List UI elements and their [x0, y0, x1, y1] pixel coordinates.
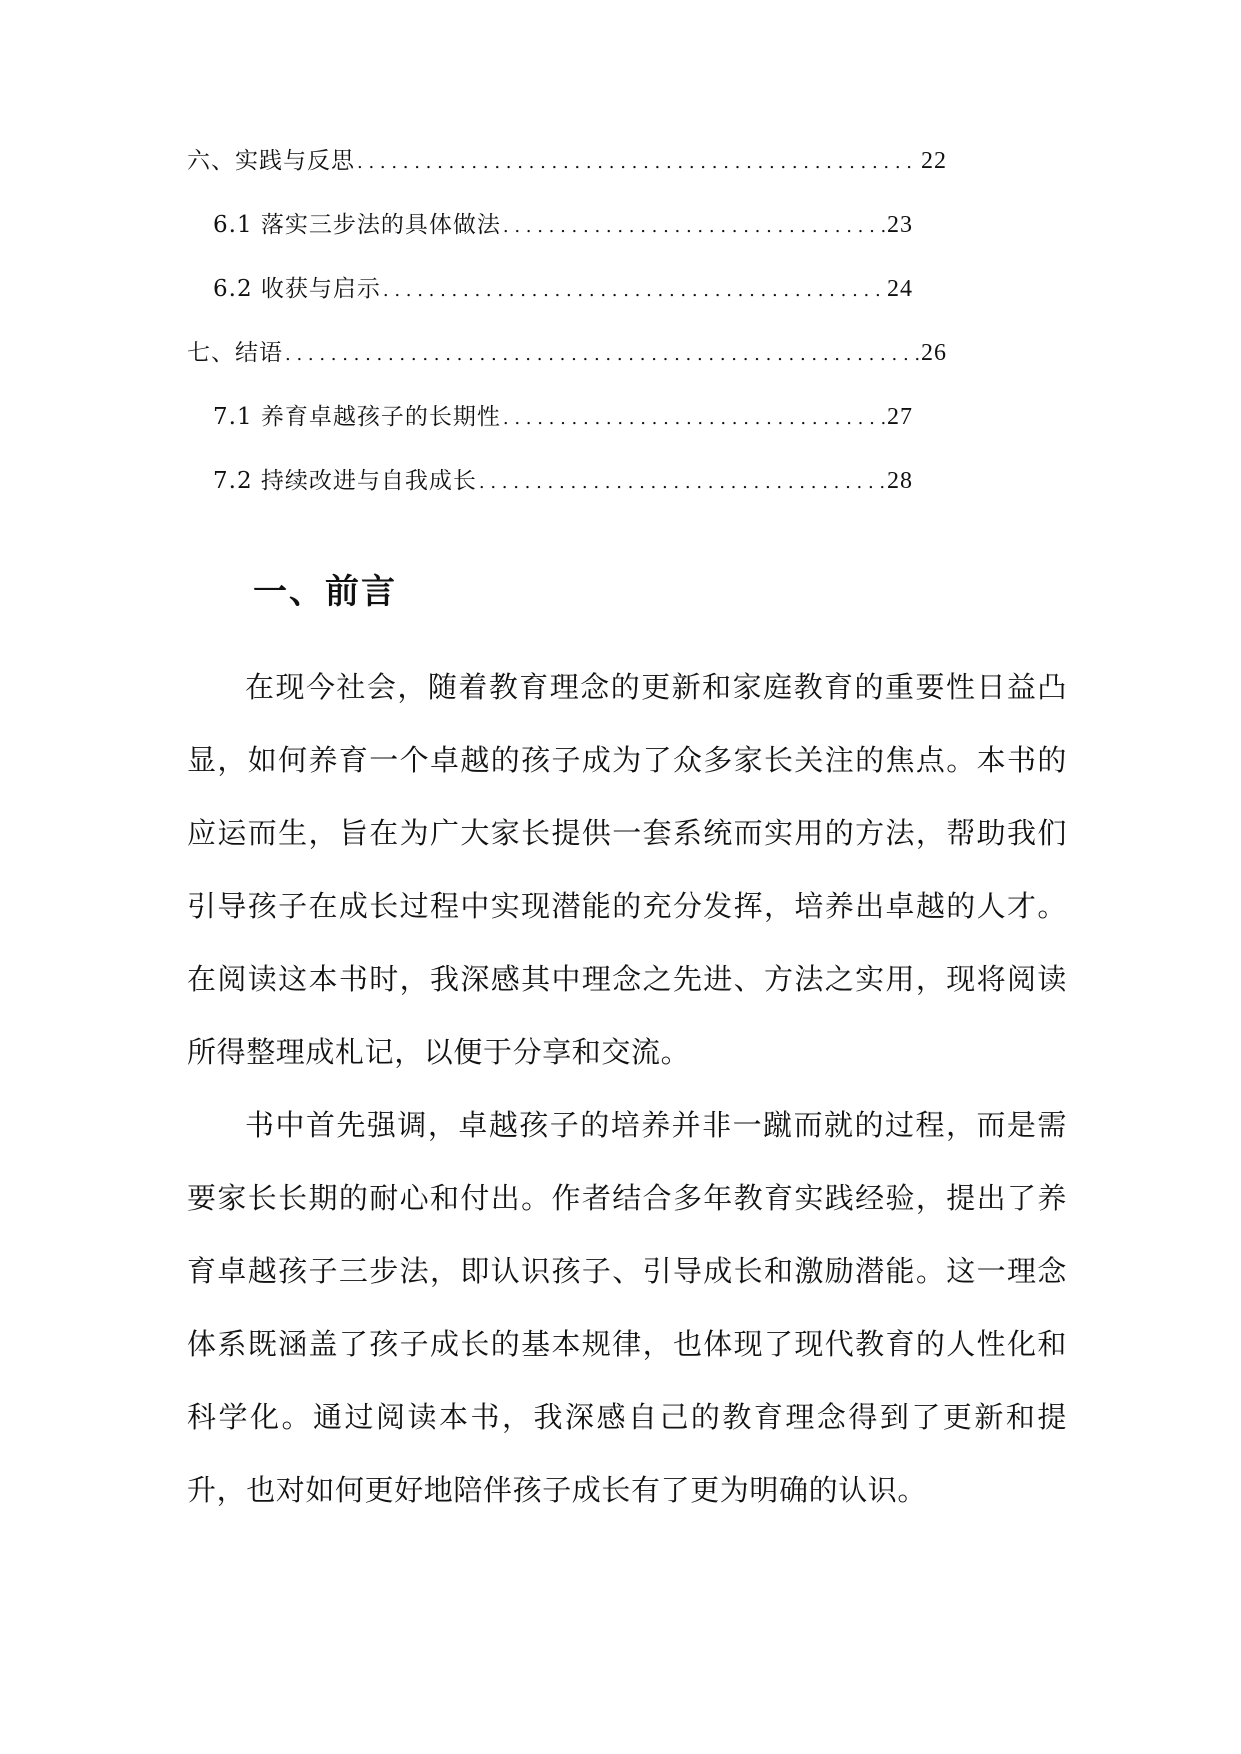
toc-leader-dots	[357, 145, 919, 179]
toc-entry-title: 七、结语	[187, 340, 283, 366]
body-paragraph: 书中首先强调，卓越孩子的培养并非一蹴而就的过程，而是需要家长长期的耐心和付出。作者结合多年教育实践经验，提出了养育卓越孩子三步法，即认识孩子、引导成长和激励潜能。这一理念体系既涵盖了孩子成长的基本规律，也体现了现代教育的人性化和科学化。通过阅读本书，我深感自己的教育理念得到了更新和提升，也对如何更好地陪伴孩子成长有了更为明确的认识。	[187, 1108, 1067, 1507]
toc-leader-dots	[503, 401, 885, 435]
toc-leader-dots	[479, 465, 885, 499]
toc-entry-page: 26	[921, 340, 947, 366]
toc-entry-title: 6.1 落实三步法的具体做法	[213, 212, 501, 238]
toc-entry[interactable]	[187, 337, 947, 369]
table-of-contents	[187, 145, 947, 529]
toc-entry-page: 28	[887, 468, 913, 494]
toc-entry[interactable]	[187, 401, 913, 433]
toc-entry-title: 7.1 养育卓越孩子的长期性	[213, 404, 501, 430]
toc-entry-title: 6.2 收获与启示	[213, 276, 381, 302]
toc-entry-title: 六、实践与反思	[187, 148, 355, 174]
toc-entry-page: 24	[887, 276, 913, 302]
toc-entry-title: 7.2 持续改进与自我成长	[213, 468, 477, 494]
toc-entry[interactable]	[187, 273, 913, 305]
body-paragraph: 在现今社会，随着教育理念的更新和家庭教育的重要性日益凸显，如何养育一个卓越的孩子成为了众多家长关注的焦点。本书的应运而生，旨在为广大家长提供一套系统而实用的方法，帮助我们引导孩子在成长过程中实现潜能的充分发挥，培养出卓越的人才。在阅读这本书时，我深感其中理念之先进、方法之实用，现将阅读所得整理成札记，以便于分享和交流。	[187, 670, 1067, 1069]
toc-leader-dots	[383, 273, 885, 307]
toc-entry-page: 22	[921, 148, 947, 174]
toc-entry[interactable]	[187, 145, 947, 177]
toc-entry[interactable]	[187, 209, 913, 241]
section-heading: 一、前言	[253, 572, 397, 612]
section-body	[187, 651, 1067, 1527]
toc-entry-page: 23	[887, 212, 913, 238]
toc-leader-dots	[285, 337, 919, 371]
toc-entry-page: 27	[887, 404, 913, 430]
toc-leader-dots	[503, 209, 885, 243]
toc-entry[interactable]	[187, 465, 913, 497]
